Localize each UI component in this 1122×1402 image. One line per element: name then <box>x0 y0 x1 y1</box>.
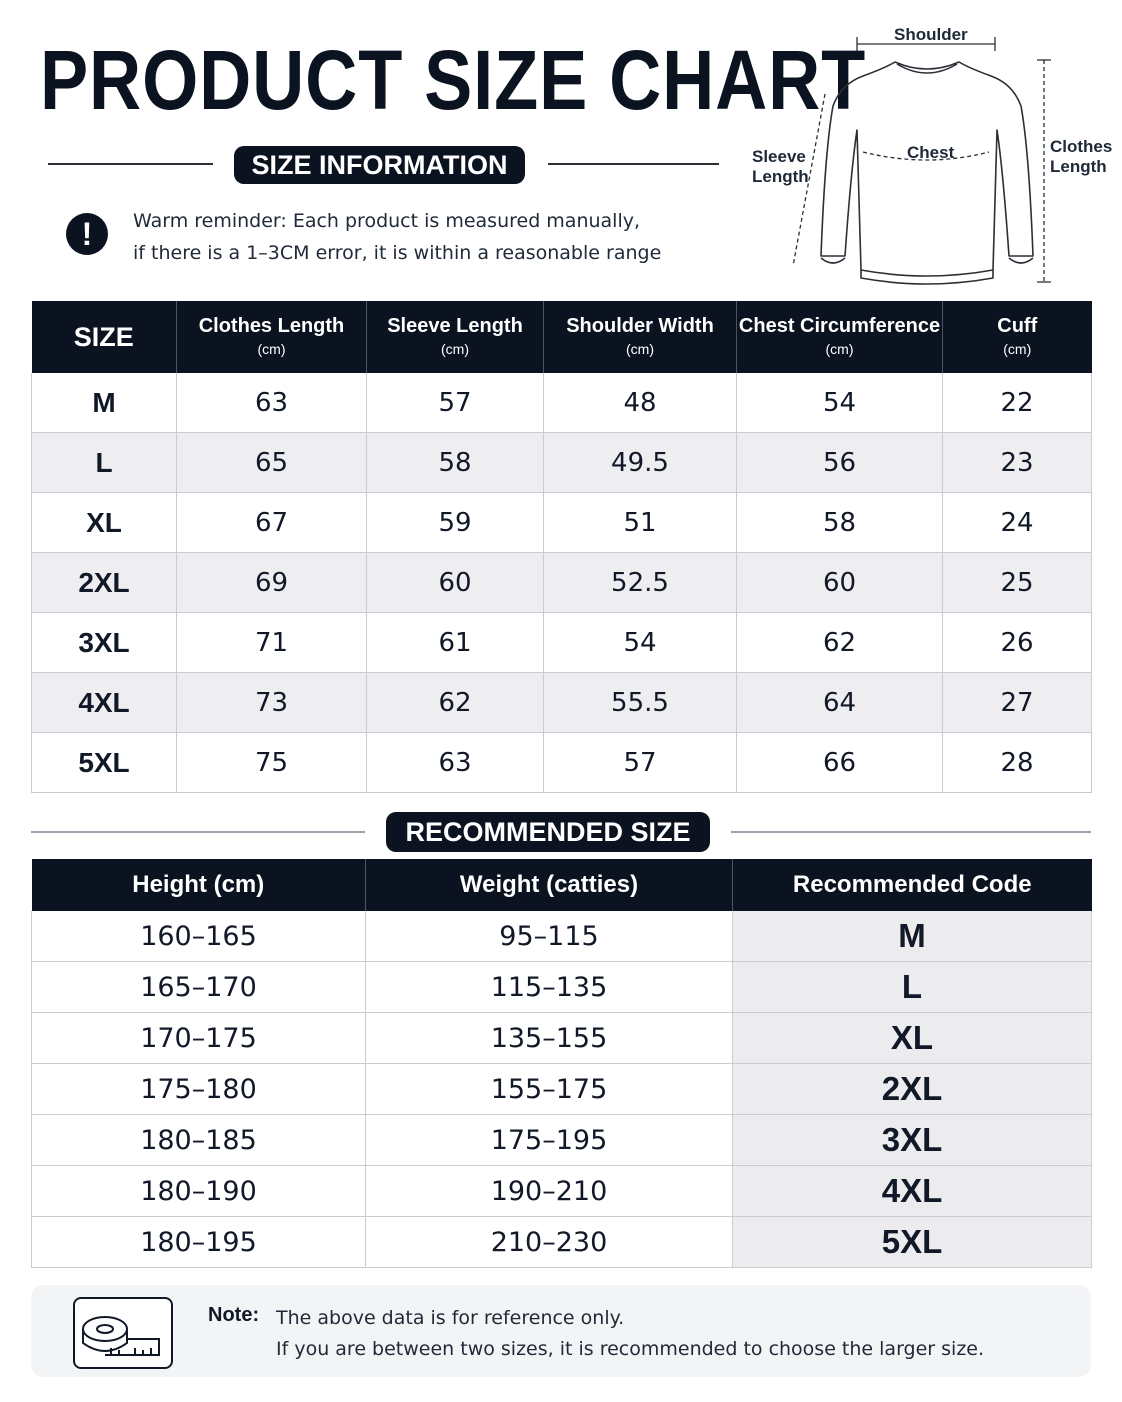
table-cell: 62 <box>737 613 943 673</box>
table-row <box>32 911 1092 962</box>
column-header: Chest Circumference (cm) <box>737 301 943 373</box>
table-row <box>32 613 1092 673</box>
table-cell: 71 <box>177 613 367 673</box>
table-cell: 25 <box>943 553 1092 613</box>
note-line-2: If you are between two sizes, it is recommended to choose the larger size. <box>276 1338 985 1360</box>
table-row <box>32 733 1092 793</box>
table-cell: 63 <box>367 733 544 793</box>
note-box <box>31 1285 1091 1377</box>
note-label: Note: <box>208 1304 260 1326</box>
table-row <box>32 962 1092 1013</box>
table-cell: 64 <box>737 673 943 733</box>
divider-left <box>31 831 365 833</box>
sleeve-length-label: Sleeve Length <box>752 147 809 186</box>
size-information-label: SIZE INFORMATION <box>234 146 525 184</box>
column-header: Sleeve Length (cm) <box>367 301 544 373</box>
size-cell: 4XL <box>32 673 177 733</box>
table-row <box>32 1064 1092 1115</box>
weight-cell: 135–155 <box>366 1013 733 1064</box>
table-row <box>32 373 1092 433</box>
table-cell: 60 <box>737 553 943 613</box>
chest-label: Chest <box>907 143 955 162</box>
table-cell: 57 <box>367 373 544 433</box>
height-cell: 160–165 <box>32 911 366 962</box>
size-cell: M <box>32 373 177 433</box>
table-cell: 69 <box>177 553 367 613</box>
table-cell: 22 <box>943 373 1092 433</box>
code-cell: XL <box>733 1013 1092 1064</box>
note-text <box>276 1303 984 1365</box>
table-cell: 54 <box>544 613 737 673</box>
divider-right <box>731 831 1091 833</box>
table-cell: 51 <box>544 493 737 553</box>
table-row <box>32 553 1092 613</box>
measuring-tape-graphic <box>75 1299 171 1367</box>
table-cell: 57 <box>544 733 737 793</box>
table-cell: 49.5 <box>544 433 737 493</box>
size-cell: L <box>32 433 177 493</box>
table-cell: 60 <box>367 553 544 613</box>
table-cell: 62 <box>367 673 544 733</box>
weight-cell: 210–230 <box>366 1217 733 1268</box>
column-header: Shoulder Width (cm) <box>544 301 737 373</box>
column-header: Weight (catties) <box>366 859 733 911</box>
table-cell: 67 <box>177 493 367 553</box>
table-cell: 48 <box>544 373 737 433</box>
note-line-1: The above data is for reference only. <box>276 1307 625 1329</box>
table-cell: 56 <box>737 433 943 493</box>
measuring-tape-icon <box>73 1297 173 1369</box>
table-cell: 63 <box>177 373 367 433</box>
code-cell: L <box>733 962 1092 1013</box>
table-row <box>32 1013 1092 1064</box>
clothes-length-label: Clothes Length <box>1050 137 1113 176</box>
weight-cell: 175–195 <box>366 1115 733 1166</box>
height-cell: 180–185 <box>32 1115 366 1166</box>
height-cell: 165–170 <box>32 962 366 1013</box>
code-cell: 5XL <box>733 1217 1092 1268</box>
shoulder-label: Shoulder <box>894 25 968 44</box>
warm-reminder <box>133 205 661 269</box>
table-cell: 26 <box>943 613 1092 673</box>
recommended-size-table <box>31 859 1092 1268</box>
divider-right <box>548 163 719 165</box>
column-header: Recommended Code <box>733 859 1092 911</box>
table-cell: 23 <box>943 433 1092 493</box>
table-cell: 52.5 <box>544 553 737 613</box>
table-cell: 61 <box>367 613 544 673</box>
table-cell: 55.5 <box>544 673 737 733</box>
weight-cell: 190–210 <box>366 1166 733 1217</box>
size-cell: 5XL <box>32 733 177 793</box>
sweater-diagram <box>745 20 1115 290</box>
code-cell: 3XL <box>733 1115 1092 1166</box>
height-cell: 170–175 <box>32 1013 366 1064</box>
table-row <box>32 433 1092 493</box>
table-row <box>32 1115 1092 1166</box>
column-header: SIZE <box>32 301 177 373</box>
table-row <box>32 673 1092 733</box>
table-cell: 54 <box>737 373 943 433</box>
table-cell: 58 <box>737 493 943 553</box>
code-cell: 2XL <box>733 1064 1092 1115</box>
weight-cell: 95–115 <box>366 911 733 962</box>
table-cell: 73 <box>177 673 367 733</box>
weight-cell: 115–135 <box>366 962 733 1013</box>
table-cell: 24 <box>943 493 1092 553</box>
table-cell: 28 <box>943 733 1092 793</box>
exclamation-icon: ! <box>66 213 108 255</box>
table-row <box>32 1166 1092 1217</box>
column-header: Cuff (cm) <box>943 301 1092 373</box>
height-cell: 180–190 <box>32 1166 366 1217</box>
code-cell: 4XL <box>733 1166 1092 1217</box>
code-cell: M <box>733 911 1092 962</box>
table-cell: 27 <box>943 673 1092 733</box>
table-cell: 66 <box>737 733 943 793</box>
size-cell: 2XL <box>32 553 177 613</box>
table-cell: 59 <box>367 493 544 553</box>
reminder-line-1: Warm reminder: Each product is measured manually, <box>133 210 641 232</box>
height-cell: 180–195 <box>32 1217 366 1268</box>
reminder-line-2: if there is a 1–3CM error, it is within a reasonable range <box>133 242 662 264</box>
divider-left <box>48 163 213 165</box>
size-cell: 3XL <box>32 613 177 673</box>
table-cell: 75 <box>177 733 367 793</box>
table-row <box>32 1217 1092 1268</box>
size-cell: XL <box>32 493 177 553</box>
recommended-size-label: RECOMMENDED SIZE <box>386 812 710 852</box>
table-cell: 65 <box>177 433 367 493</box>
table-cell: 58 <box>367 433 544 493</box>
weight-cell: 155–175 <box>366 1064 733 1115</box>
column-header: Clothes Length (cm) <box>177 301 367 373</box>
table-row <box>32 493 1092 553</box>
page-title: PRODUCT SIZE CHART <box>40 33 867 127</box>
column-header: Height (cm) <box>32 859 366 911</box>
size-information-table <box>31 301 1092 793</box>
height-cell: 175–180 <box>32 1064 366 1115</box>
